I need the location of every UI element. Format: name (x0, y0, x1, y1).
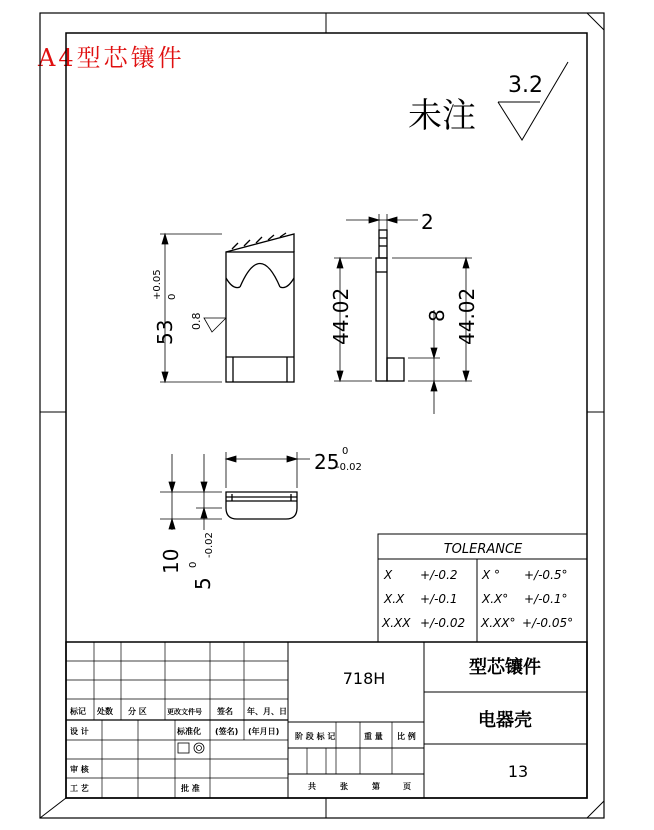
sheet-label: 页 (403, 782, 411, 791)
tol-cell: +/-0.02 (420, 616, 466, 630)
dim-53-tol-lower: 0 (167, 293, 178, 300)
process-label: 工 艺 (70, 784, 89, 793)
weight-label: 重 量 (364, 732, 383, 741)
tol-cell: +/-0.5° (524, 568, 568, 582)
dim-5: 5 (191, 577, 215, 590)
unmarked-label: 未注 (408, 96, 476, 136)
rev-label: 标记 (70, 707, 86, 716)
side-view (376, 230, 404, 381)
rev-label: 签名 (217, 707, 233, 716)
roughness-value: 3.2 (508, 73, 543, 98)
rev-label: 分 区 (128, 707, 147, 716)
dim-8: 8 (425, 309, 449, 322)
tol-cell: X.X (384, 592, 405, 606)
rev-label: 更改文件号 (167, 708, 202, 716)
side-view-dims (334, 214, 472, 414)
revision-header-labels (69, 706, 287, 716)
title-block (66, 642, 587, 798)
tolerance-table (378, 534, 587, 642)
part-name: 型芯镶件 (469, 657, 541, 678)
dim-44-02-right: 44.02 (455, 287, 479, 345)
dim-25: 25 (314, 450, 340, 474)
sign-label: (签名) (215, 727, 239, 736)
tol-cell: +/-0.05° (522, 616, 574, 630)
dim-53-tol-upper: +0.05 (152, 269, 163, 300)
tol-cell: +/-0.2 (420, 568, 458, 582)
tol-cell: X.X° (482, 592, 509, 606)
dim-25-tol-lower: -0.02 (336, 462, 362, 473)
sheet-label: 张 (340, 782, 348, 791)
tol-cell: +/-0.1° (524, 592, 568, 606)
sheet-label: 共 (308, 782, 316, 791)
front-view (226, 233, 294, 382)
dim-2: 2 (421, 210, 434, 234)
design-label: 设 计 (70, 727, 89, 736)
review-label: 审 核 (70, 765, 89, 774)
outer-border (40, 13, 604, 818)
standardize-label: 标准化 (177, 727, 201, 736)
drawing-title-red: A4型芯镶件 (38, 44, 185, 72)
scale-label: 比 例 (397, 732, 416, 741)
tol-cell: X.XX (382, 616, 411, 630)
dim-height-53: 53 (153, 319, 177, 345)
dim-5-tol-upper: 0 (188, 561, 199, 568)
surface-roughness-note (408, 62, 568, 140)
rev-label: 年、月、日 (247, 707, 287, 716)
dim-5-tol-lower: -0.02 (204, 532, 215, 558)
dim-10: 10 (159, 548, 183, 574)
tol-cell: X (384, 568, 393, 582)
tol-cell: X.XX° (481, 616, 516, 630)
front-view-dims (160, 234, 226, 382)
zone-marks (40, 13, 604, 818)
roughness-0-8: 0.8 (190, 312, 203, 330)
tolerance-header: TOLERANCE (443, 542, 523, 557)
dim-25-tol-upper: 0 (342, 446, 349, 457)
date-label: (年月日) (248, 727, 280, 736)
material-label: 718H (342, 669, 386, 688)
inner-border (66, 33, 587, 798)
assembly-name: 电器壳 (478, 710, 532, 731)
approval-labels (70, 726, 416, 793)
top-view (226, 492, 297, 519)
rev-label: 处数 (97, 707, 113, 716)
drawing-number: 13 (507, 762, 529, 781)
sheet-label: 第 (372, 782, 380, 791)
tol-cell: +/-0.1 (420, 592, 458, 606)
dim-44-02-left: 44.02 (329, 287, 353, 345)
approve-label: 批 准 (181, 784, 200, 793)
tol-cell: X ° (482, 568, 501, 582)
stage-label: 阶 段 标 记 (295, 732, 336, 741)
